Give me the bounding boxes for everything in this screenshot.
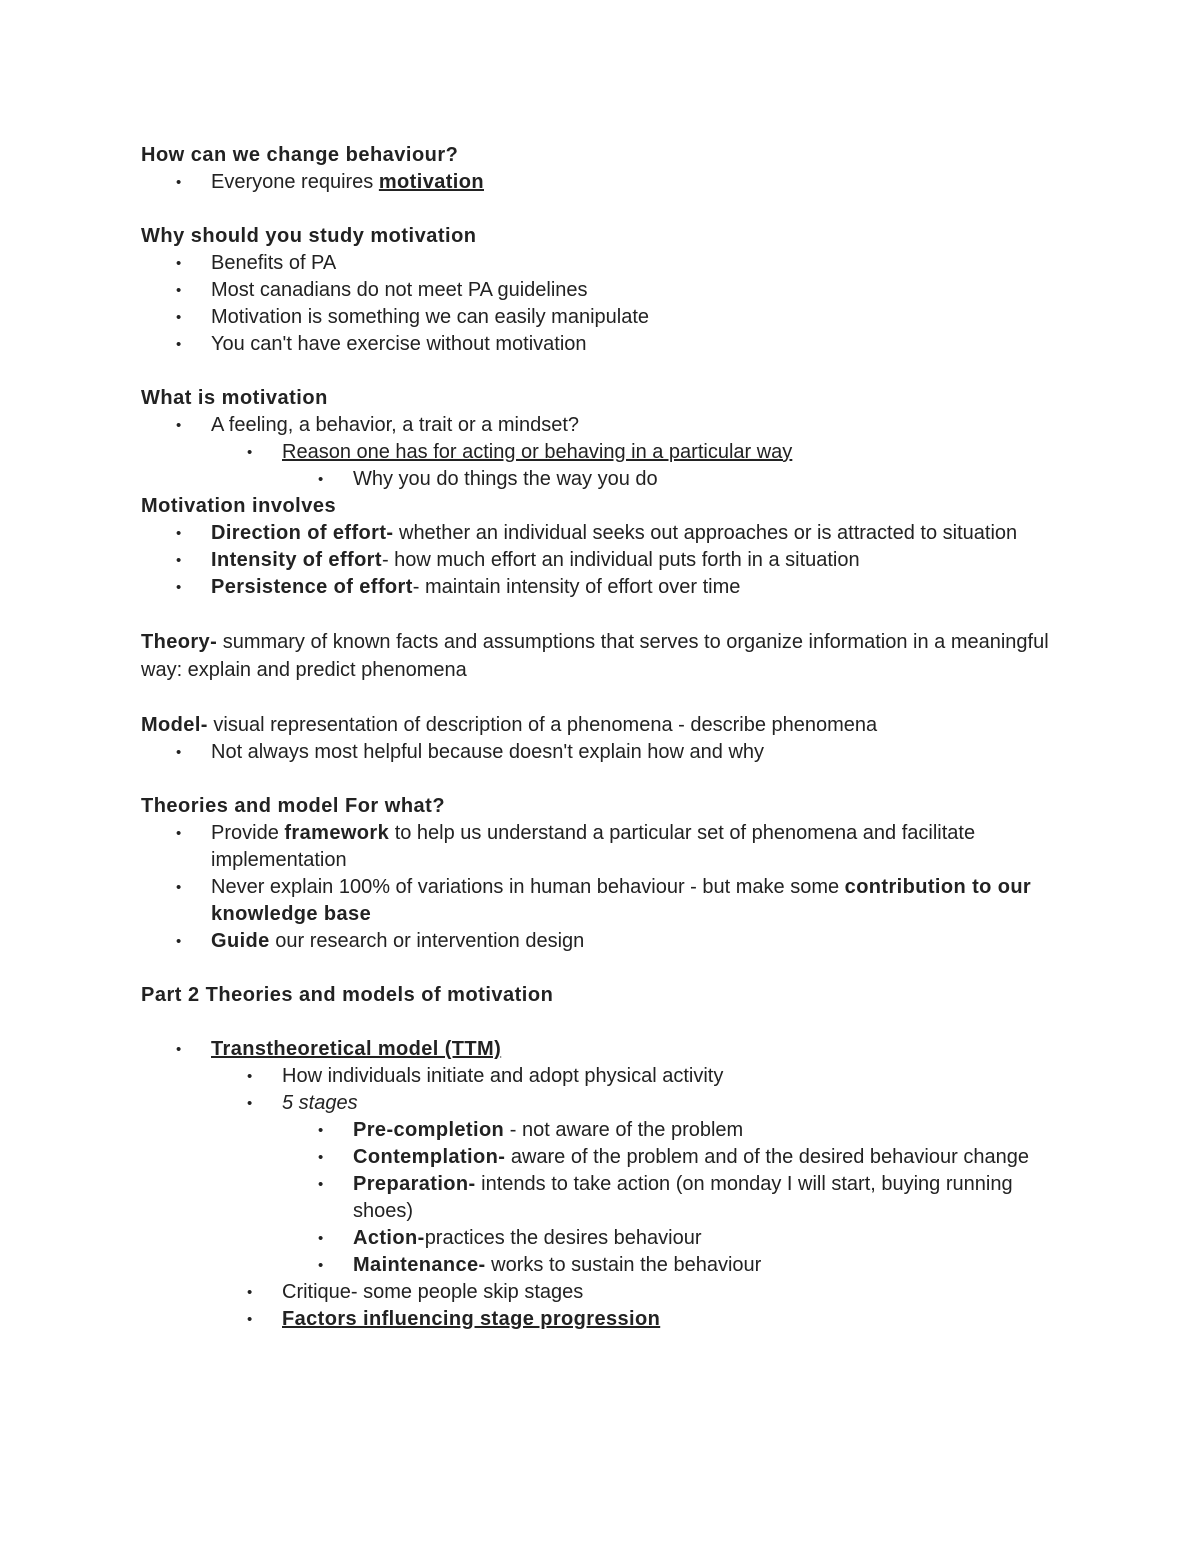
heading-theories-for-what: Theories and model For what?: [141, 795, 446, 817]
bullet-icon: •: [176, 417, 182, 434]
bullet-icon: •: [176, 336, 182, 353]
heading-part-2: Part 2 Theories and models of motivation: [141, 984, 554, 1006]
list-item: [141, 250, 1061, 277]
item-text: Not always most helpful because doesn't explain how and why: [211, 741, 765, 763]
item-text: Most canadians do not meet PA guidelines: [211, 279, 588, 301]
bullet-icon: •: [176, 879, 182, 896]
list-item: [141, 169, 1061, 196]
item-text: - how much effort an individual puts forth in a situation: [381, 549, 860, 571]
stage-text: - not aware of the problem: [504, 1119, 744, 1141]
item-text: to help us understand a particular set of phenomena and facilitate implementation: [211, 822, 976, 871]
bullet-icon: •: [176, 282, 182, 299]
bullet-icon: •: [176, 825, 182, 842]
list-item: [141, 1117, 1061, 1144]
model-term: Model-: [141, 714, 208, 736]
bullet-icon: •: [318, 1257, 324, 1274]
item-text: Reason one has for acting or behaving in a particular way: [282, 441, 793, 463]
bullet-icon: •: [247, 1068, 253, 1085]
list-item: [141, 874, 1061, 928]
model-definition: [141, 711, 1061, 739]
item-term: Persistence of effort: [211, 576, 413, 598]
document-page: [141, 142, 1061, 1333]
bullet-icon: •: [176, 174, 182, 191]
heading-why-study: Why should you study motivation: [141, 225, 477, 247]
bullet-icon: •: [318, 1149, 324, 1166]
list-item: [141, 1279, 1061, 1306]
theory-text: summary of known facts and assumptions that serves to organize information in a meaningful way: explain and predict phenomena: [141, 631, 1049, 681]
heading-change-behaviour: How can we change behaviour?: [141, 144, 459, 166]
list-item: [141, 412, 1061, 439]
stage-text: practices the desires behaviour: [424, 1227, 702, 1249]
bullet-icon: •: [176, 255, 182, 272]
list-item: [141, 1144, 1061, 1171]
item-text: our research or intervention design: [269, 930, 585, 952]
item-text: A feeling, a behavior, a trait or a mindset?: [211, 414, 579, 436]
bullet-icon: •: [247, 444, 253, 461]
list-item: [141, 466, 1061, 493]
bullet-icon: •: [176, 933, 182, 950]
bullet-icon: •: [318, 1176, 324, 1193]
list-item: [141, 574, 1061, 601]
theory-term: Theory-: [141, 631, 218, 653]
ttm-title: Transtheoretical model (TTM): [211, 1038, 502, 1060]
factors-title: Factors influencing stage progression: [282, 1308, 661, 1330]
item-text: Critique- some people skip stages: [282, 1281, 584, 1303]
bullet-icon: •: [318, 1122, 324, 1139]
heading-motivation-involves: Motivation involves: [141, 495, 337, 517]
list-item: [141, 1171, 1061, 1225]
list-item: [141, 520, 1061, 547]
list-item: [141, 331, 1061, 358]
list-item: [141, 1252, 1061, 1279]
item-term: Intensity of effort: [211, 549, 382, 571]
item-text: whether an individual seeks out approaches or is attracted to situation: [393, 522, 1018, 544]
item-text: 5 stages: [282, 1092, 358, 1114]
item-text: Provide: [211, 822, 285, 844]
list-item: [141, 439, 1061, 466]
bullet-icon: •: [318, 471, 324, 488]
item-emphasis: framework: [284, 822, 390, 844]
item-text: Never explain 100% of variations in human behaviour - but make some: [211, 876, 845, 898]
bullet-icon: •: [247, 1311, 253, 1328]
bullet-icon: •: [176, 1041, 182, 1058]
item-text: Motivation is something we can easily manipulate: [211, 306, 649, 328]
item-text: Everyone requires: [211, 171, 379, 193]
bullet-icon: •: [247, 1095, 253, 1112]
bullet-icon: •: [176, 552, 182, 569]
item-emphasis: Guide: [211, 930, 270, 952]
item-emphasis: contribution to our knowledge base: [211, 876, 1032, 925]
item-emphasis: motivation: [378, 171, 484, 193]
list-item: [141, 1036, 1061, 1063]
stage-term: Pre-completion: [353, 1119, 505, 1141]
stage-text: aware of the problem and of the desired behaviour change: [505, 1146, 1029, 1168]
stage-text: works to sustain the behaviour: [485, 1254, 762, 1276]
bullet-icon: •: [176, 744, 182, 761]
list-item: [141, 1306, 1061, 1333]
item-term: Direction of effort-: [211, 522, 394, 544]
list-item: [141, 547, 1061, 574]
bullet-icon: •: [176, 525, 182, 542]
stage-term: Action-: [353, 1227, 425, 1249]
model-text: visual representation of description of a phenomena - describe phenomena: [207, 714, 878, 736]
list-item: [141, 928, 1061, 955]
theory-definition: [141, 628, 1061, 684]
list-item: [141, 1063, 1061, 1090]
list-item: [141, 1090, 1061, 1117]
bullet-icon: •: [176, 579, 182, 596]
list-item: [141, 277, 1061, 304]
stage-term: Preparation-: [353, 1173, 476, 1195]
heading-what-is-motivation: What is motivation: [141, 387, 328, 409]
item-text: How individuals initiate and adopt physical activity: [282, 1065, 724, 1087]
stage-term: Contemplation-: [353, 1146, 506, 1168]
item-text: Why you do things the way you do: [353, 468, 658, 490]
list-item: [141, 304, 1061, 331]
list-item: [141, 820, 1061, 874]
bullet-icon: •: [247, 1284, 253, 1301]
list-item: [141, 1225, 1061, 1252]
list-item: [141, 739, 1061, 766]
item-text: Benefits of PA: [211, 252, 337, 274]
bullet-icon: •: [176, 309, 182, 326]
item-text: - maintain intensity of effort over time: [412, 576, 741, 598]
bullet-icon: •: [318, 1230, 324, 1247]
stage-term: Maintenance-: [353, 1254, 486, 1276]
item-text: You can't have exercise without motivation: [211, 333, 587, 355]
stage-text: intends to take action (on monday I will start, buying running shoes): [353, 1173, 1013, 1222]
